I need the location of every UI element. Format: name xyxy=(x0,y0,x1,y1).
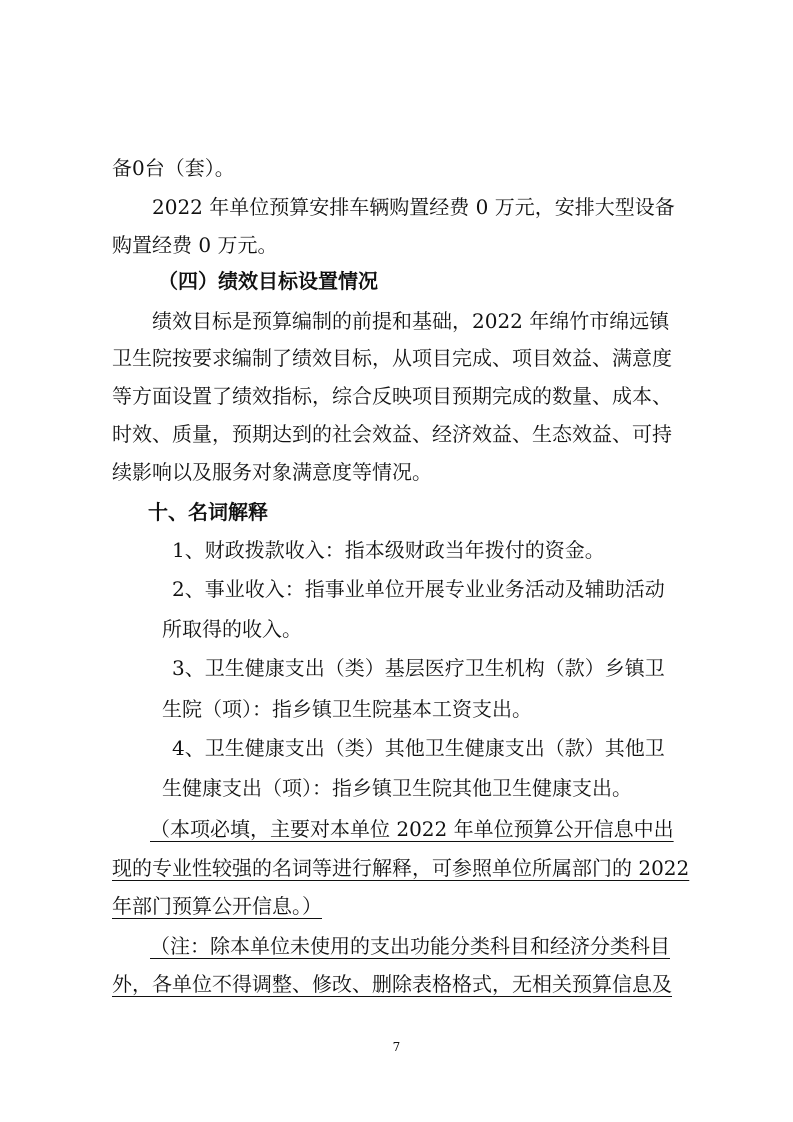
list-item-continuation: 所取得的收入。 xyxy=(162,617,302,641)
list-item-continuation: 生院（项）：指乡镇卫生院基本工资支出。 xyxy=(162,697,532,721)
body-line: 时效、质量，预期达到的社会效益、经济效益、生态效益、可持 xyxy=(112,422,672,446)
list-item: 4、卫生健康支出（类）其他卫生健康支出（款）其他卫 xyxy=(172,736,665,760)
section-heading: （四）绩效目标设置情况 xyxy=(158,269,378,293)
list-item: 3、卫生健康支出（类）基层医疗卫生机构（款）乡镇卫 xyxy=(172,656,665,680)
section-heading: 十、名词解释 xyxy=(148,500,268,524)
body-line: 等方面设置了绩效指标，综合反映项目预期完成的数量、成本、 xyxy=(112,384,672,408)
note-line: （本项必填，主要对本单位 2022 年单位预算公开信息中出 xyxy=(150,817,674,841)
list-item-continuation: 生健康支出（项）：指乡镇卫生院其他卫生健康支出。 xyxy=(162,776,632,800)
list-item: 2、事业收入：指事业单位开展专业业务活动及辅助活动 xyxy=(172,577,665,601)
body-line: 绩效目标是预算编制的前提和基础，2022 年绵竹市绵远镇 xyxy=(152,309,670,333)
list-item: 1、财政拨款收入：指本级财政当年拨付的资金。 xyxy=(172,538,605,562)
page-number: 7 xyxy=(392,1040,401,1054)
body-line: 购置经费 0 万元。 xyxy=(112,233,278,257)
body-line: 备0台（套）。 xyxy=(112,156,235,180)
body-line: 卫生院按要求编制了绩效目标，从项目完成、项目效益、满意度 xyxy=(112,346,672,370)
note-line: （注：除本单位未使用的支出功能分类科目和经济分类科目 xyxy=(150,934,670,958)
body-line: 续影响以及服务对象满意度等情况。 xyxy=(112,460,432,484)
note-line: 现的专业性较强的名词等进行解释，可参照单位所属部门的 2022 xyxy=(112,856,690,880)
body-line: 2022 年单位预算安排车辆购置经费 0 万元，安排大型设备 xyxy=(152,195,675,219)
note-line: 外，各单位不得调整、修改、删除表格格式，无相关预算信息及 xyxy=(112,972,672,996)
note-line: 年部门预算公开信息。） xyxy=(112,894,322,918)
